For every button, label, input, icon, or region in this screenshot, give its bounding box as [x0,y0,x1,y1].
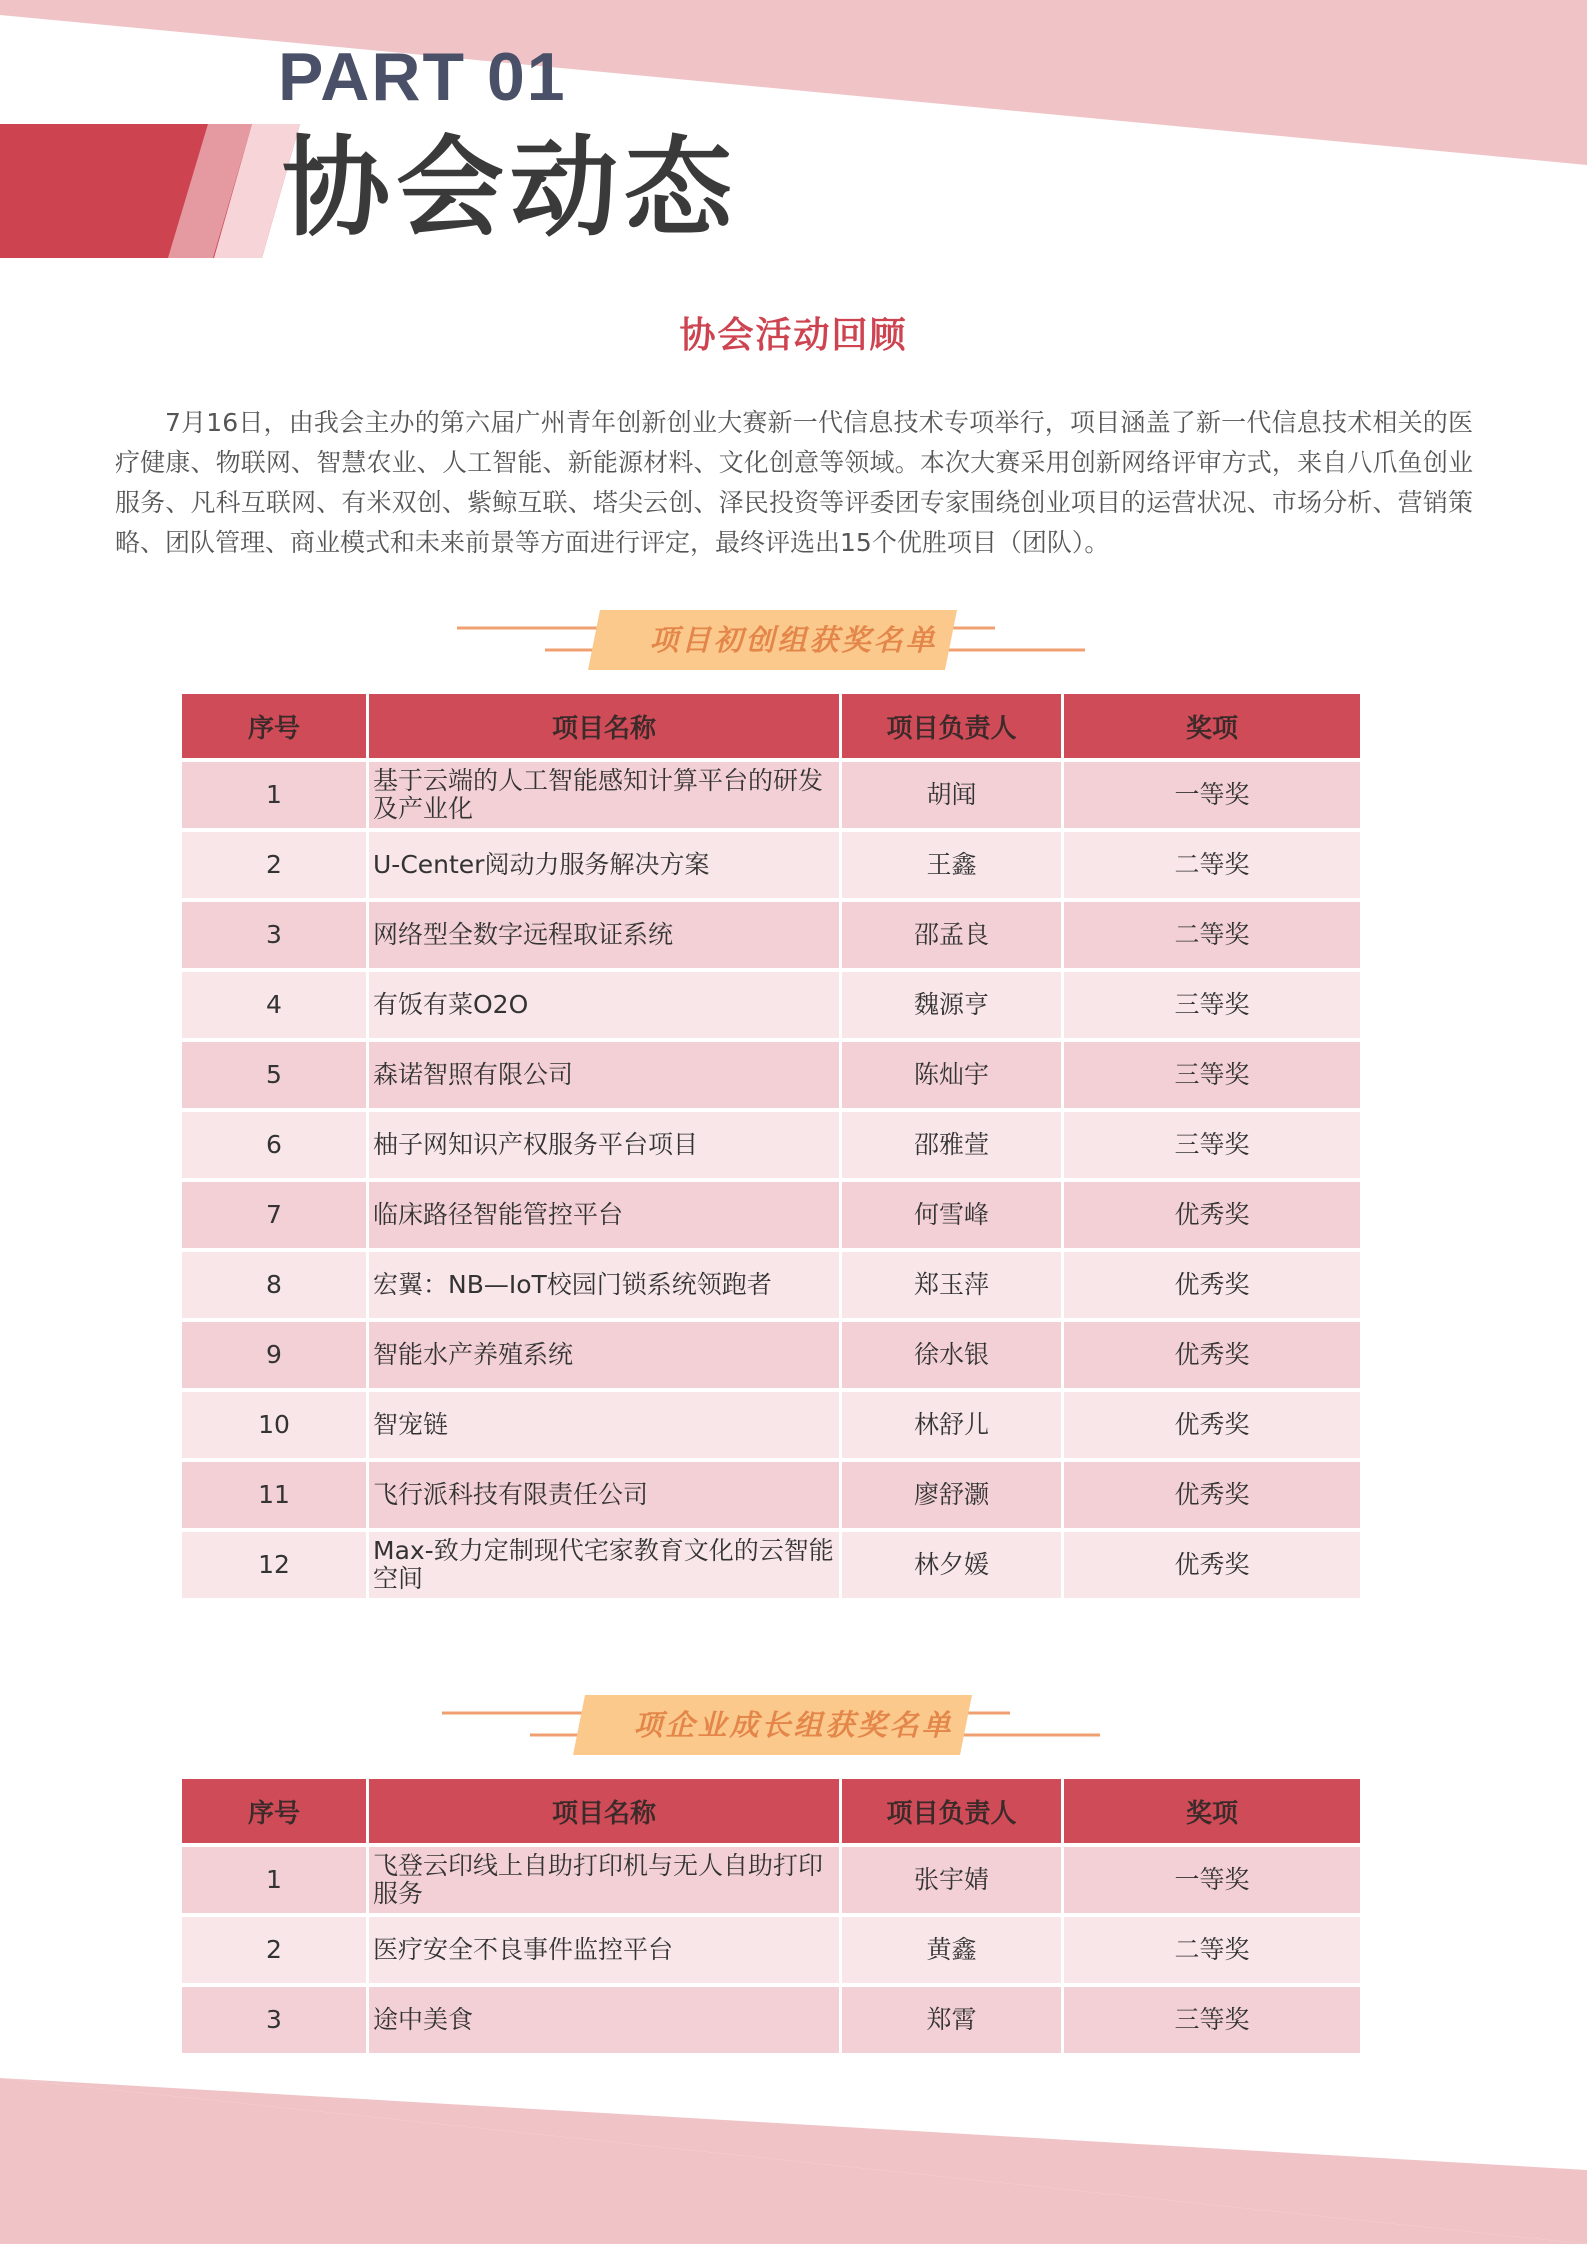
cell-index: 3 [182,902,369,968]
table1-caption-ribbon [0,600,1587,680]
cell-leader: 廖舒灏 [842,1462,1064,1528]
cell-index: 11 [182,1462,369,1528]
header-leader: 项目负责人 [842,1779,1064,1843]
cell-project-name: 医疗安全不良事件监控平台 [369,1917,842,1983]
cell-project-name: 飞行派科技有限责任公司 [369,1462,842,1528]
cell-index: 1 [182,762,369,828]
header-decoration [0,0,1587,270]
cell-project-name: 宏翼：NB—IoT校园门锁系统领跑者 [369,1252,842,1318]
table2-awards [182,1775,1360,2057]
cell-index: 9 [182,1322,369,1388]
cell-project-name: 临床路径智能管控平台 [369,1182,842,1248]
cell-project-name: 有饭有菜O2O [369,972,842,1038]
cell-index: 10 [182,1392,369,1458]
cell-award: 优秀奖 [1064,1392,1360,1458]
cell-index: 6 [182,1112,369,1178]
table-row [182,1042,1360,1108]
cell-award: 二等奖 [1064,832,1360,898]
table-row [182,902,1360,968]
cell-award: 三等奖 [1064,1987,1360,2053]
table-row [182,1532,1360,1598]
cell-award: 优秀奖 [1064,1252,1360,1318]
cell-index: 4 [182,972,369,1038]
header-project-name: 项目名称 [369,694,842,758]
cell-leader: 邵孟良 [842,902,1064,968]
cell-leader: 徐水银 [842,1322,1064,1388]
header-index: 序号 [182,1779,369,1843]
cell-project-name: 网络型全数字远程取证系统 [369,902,842,968]
table-header-row [182,1779,1360,1843]
part-label: PART 01 [278,39,567,115]
table2-caption: 项企业成长组获奖名单 [633,1708,954,1742]
cell-index: 12 [182,1532,369,1598]
header-index: 序号 [182,694,369,758]
cell-leader: 何雪峰 [842,1182,1064,1248]
table1-caption: 项目初创组获奖名单 [649,623,938,657]
header-award: 奖项 [1064,694,1360,758]
cell-index: 8 [182,1252,369,1318]
cell-index: 5 [182,1042,369,1108]
table-row [182,1252,1360,1318]
cell-leader: 陈灿宇 [842,1042,1064,1108]
cell-award: 优秀奖 [1064,1322,1360,1388]
cell-leader: 张宇婧 [842,1847,1064,1913]
cell-index: 3 [182,1987,369,2053]
cell-award: 优秀奖 [1064,1182,1360,1248]
table2-caption-ribbon [0,1685,1587,1765]
cell-leader: 邵雅萱 [842,1112,1064,1178]
cell-award: 一等奖 [1064,1847,1360,1913]
cell-award: 三等奖 [1064,972,1360,1038]
table-row [182,1392,1360,1458]
cell-index: 7 [182,1182,369,1248]
cell-project-name: 柚子网知识产权服务平台项目 [369,1112,842,1178]
cell-leader: 黄鑫 [842,1917,1064,1983]
header-award: 奖项 [1064,1779,1360,1843]
cell-project-name: 智能水产养殖系统 [369,1322,842,1388]
cell-project-name: 途中美食 [369,1987,842,2053]
header-project-name: 项目名称 [369,1779,842,1843]
cell-leader: 魏源亨 [842,972,1064,1038]
cell-leader: 林舒儿 [842,1392,1064,1458]
table-row [182,832,1360,898]
page-title: 协会动态 [282,126,739,251]
cell-project-name: Max-致力定制现代宅家教育文化的云智能空间 [369,1532,842,1598]
cell-leader: 王鑫 [842,832,1064,898]
table-row [182,1322,1360,1388]
cell-award: 三等奖 [1064,1112,1360,1178]
table-row [182,972,1360,1038]
cell-leader: 郑霄 [842,1987,1064,2053]
cell-award: 优秀奖 [1064,1462,1360,1528]
header-leader: 项目负责人 [842,694,1064,758]
cell-project-name: 智宠链 [369,1392,842,1458]
cell-index: 1 [182,1847,369,1913]
table-row [182,1112,1360,1178]
table-row [182,762,1360,828]
table-header-row [182,694,1360,758]
table-row [182,1182,1360,1248]
cell-project-name: 飞登云印线上自助打印机与无人自助打印服务 [369,1847,842,1913]
section-title: 协会活动回顾 [679,315,908,356]
cell-project-name: 森诺智照有限公司 [369,1042,842,1108]
cell-index: 2 [182,832,369,898]
cell-index: 2 [182,1917,369,1983]
table-row [182,1462,1360,1528]
cell-leader: 胡闻 [842,762,1064,828]
table1-awards [182,690,1360,1602]
cell-leader: 林夕媛 [842,1532,1064,1598]
footer-decoration [0,2030,1587,2244]
cell-award: 三等奖 [1064,1042,1360,1108]
cell-award: 二等奖 [1064,902,1360,968]
cell-award: 二等奖 [1064,1917,1360,1983]
table-row [182,1917,1360,1983]
cell-award: 一等奖 [1064,762,1360,828]
cell-award: 优秀奖 [1064,1532,1360,1598]
intro-paragraph: 7月16日，由我会主办的第六届广州青年创新创业大赛新一代信息技术专项举行，项目涵盖了新一代信息技术相关的医疗健康、物联网、智慧农业、人工智能、新能源材料、文化创意等领域。本次大赛采用创新网络评审方式，来自八爪鱼创业服务、凡科互联网、有米双创、紫鲸互联、塔尖云创、泽民投资等评委团专家围绕创业项目的运营状况、市场分析、营销策略、团队管理、商业模式和未来前景等方面进行评定，最终评选出15个优胜项目（团队）。 [115,408,1473,557]
cell-project-name: 基于云端的人工智能感知计算平台的研发及产业化 [369,762,842,828]
table-row [182,1847,1360,1913]
cell-leader: 郑玉萍 [842,1252,1064,1318]
cell-project-name: U-Center阅动力服务解决方案 [369,832,842,898]
